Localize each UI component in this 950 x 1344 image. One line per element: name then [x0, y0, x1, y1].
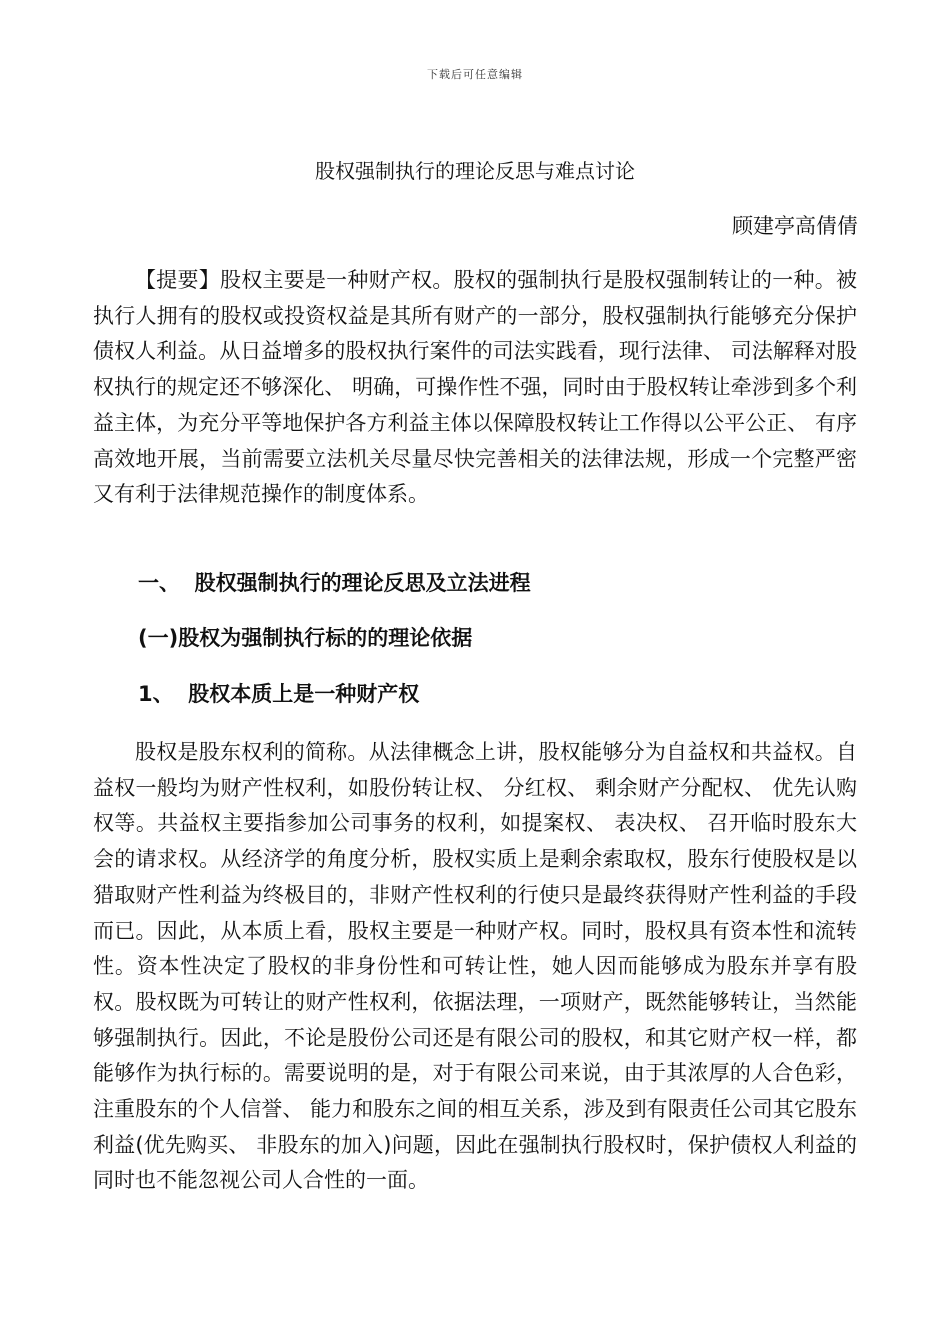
- authors: 顾建亭高倩倩: [732, 214, 858, 238]
- abstract-paragraph: 【提要】股权主要是一种财产权。股权的强制执行是股权强制转让的一种。被执行人拥有的股权或投资权益是其所有财产的一部分，股权强制执行能够充分保护债权人利益。从日益增多的股权执行案件的司法实践看，现行法律、 司法解释对股权执行的规定还不够深化、 明确，可操作性不强，同时由于股权转让牵涉到多个利益主体，为充分平等地保护各方利益主体以保障股权转让工作得以公平公正、 有序高效地开展，当前需要立法机关尽量尽快完善相关的法律法规，形成一个完整严密又有利于法律规范操作的制度体系。: [93, 268, 857, 507]
- header-note: 下载后可任意编辑: [427, 68, 523, 81]
- section-heading: 一、 股权强制执行的理论反思及立法进程: [138, 571, 531, 595]
- document-title: 股权强制执行的理论反思与难点讨论: [315, 159, 635, 183]
- subsection-heading: (一)股权为强制执行标的的理论依据: [138, 626, 473, 650]
- item-heading: 1、 股权本质上是一种财产权: [138, 682, 420, 706]
- body-paragraph: 股权是股东权利的简称。从法律概念上讲，股权能够分为自益权和共益权。自益权一般均为财产性权利，如股份转让权、 分红权、 剩余财产分配权、 优先认购权等。共益权主要指参加公司事务的权利，如提案权、 表决权、 召开临时股东大会的请求权。从经济学的角度分析，股权实质上是剩余索取权，股东行使股权是以猎取财产性利益为终极目的，非财产性权利的行使只是最终获得财产性利益的手段而已。因此，从本质上看，股权主要是一种财产权。同时，股权具有资本性和流转性。资本性决定了股权的非身份性和可转让性，她人因而能够成为股东并享有股权。股权既为可转让的财产性权利，依据法理，一项财产，既然能够转让，当然能够强制执行。因此，不论是股份公司还是有限公司的股权，和其它财产权一样，都能够作为执行标的。需要说明的是，对于有限公司来说，由于其浓厚的人合色彩，注重股东的个人信誉、 能力和股东之间的相互关系，涉及到有限责任公司其它股东利益(优先购买、 非股东的加入)问题，因此在强制执行股权时，保护债权人利益的同时也不能忽视公司人合性的一面。: [93, 740, 857, 1193]
